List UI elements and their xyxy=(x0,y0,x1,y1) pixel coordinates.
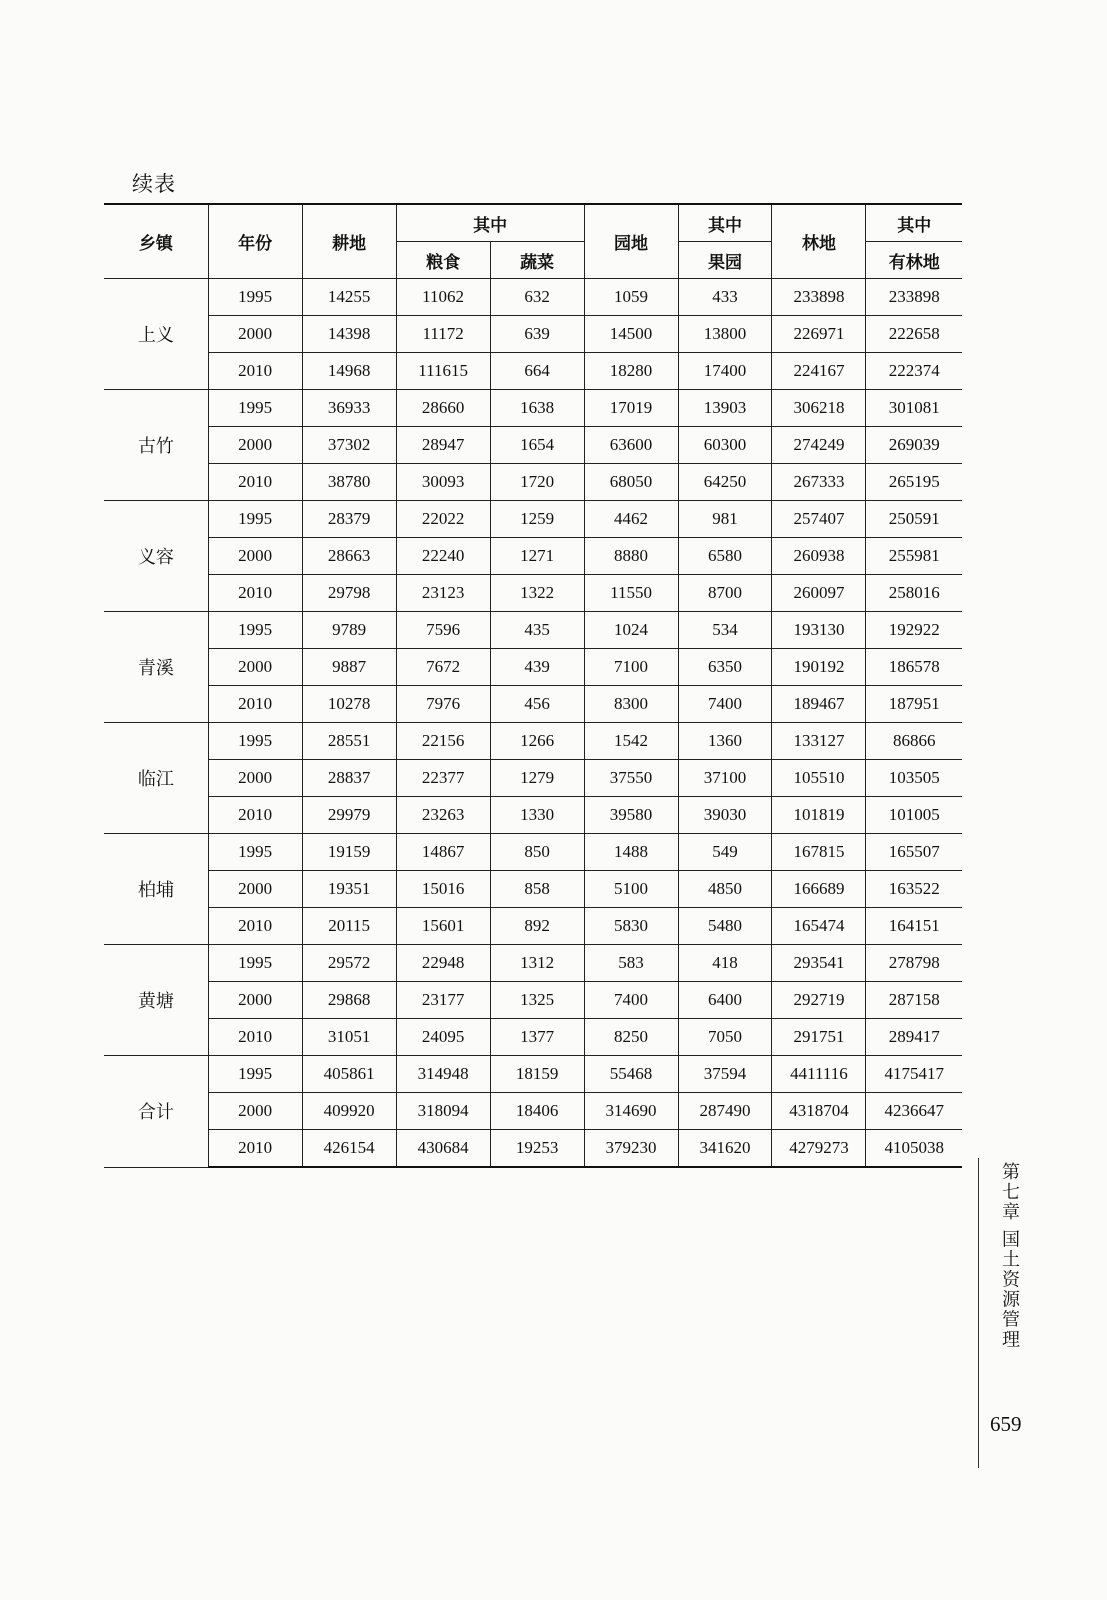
value-cell: 5100 xyxy=(584,871,678,908)
year-cell: 2000 xyxy=(208,649,302,686)
value-cell: 1330 xyxy=(490,797,584,834)
value-cell: 291751 xyxy=(772,1019,866,1056)
year-cell: 1995 xyxy=(208,612,302,649)
value-cell: 379230 xyxy=(584,1130,678,1168)
value-cell: 18280 xyxy=(584,353,678,390)
value-cell: 1720 xyxy=(490,464,584,501)
value-cell: 1638 xyxy=(490,390,584,427)
value-cell: 164151 xyxy=(866,908,962,945)
value-cell: 260097 xyxy=(772,575,866,612)
value-cell: 4175417 xyxy=(866,1056,962,1093)
value-cell: 14968 xyxy=(302,353,396,390)
value-cell: 37302 xyxy=(302,427,396,464)
value-cell: 19351 xyxy=(302,871,396,908)
value-cell: 1279 xyxy=(490,760,584,797)
value-cell: 6350 xyxy=(678,649,772,686)
year-cell: 2000 xyxy=(208,760,302,797)
value-cell: 22948 xyxy=(396,945,490,982)
value-cell: 103505 xyxy=(866,760,962,797)
value-cell: 292719 xyxy=(772,982,866,1019)
year-cell: 2010 xyxy=(208,686,302,723)
table-row xyxy=(104,797,962,834)
town-cell: 合计 xyxy=(104,1056,208,1168)
value-cell: 14398 xyxy=(302,316,396,353)
town-cell: 青溪 xyxy=(104,612,208,723)
value-cell: 14255 xyxy=(302,279,396,316)
header-arable-sub-group: 其中 xyxy=(396,204,584,242)
value-cell: 31051 xyxy=(302,1019,396,1056)
table-row xyxy=(104,1019,962,1056)
value-cell: 9789 xyxy=(302,612,396,649)
value-cell: 1024 xyxy=(584,612,678,649)
table-row xyxy=(104,538,962,575)
value-cell: 418 xyxy=(678,945,772,982)
value-cell: 1312 xyxy=(490,945,584,982)
value-cell: 101005 xyxy=(866,797,962,834)
year-cell: 1995 xyxy=(208,1056,302,1093)
value-cell: 4236647 xyxy=(866,1093,962,1130)
header-forest: 林地 xyxy=(772,204,866,279)
value-cell: 165507 xyxy=(866,834,962,871)
year-cell: 2010 xyxy=(208,575,302,612)
value-cell: 64250 xyxy=(678,464,772,501)
value-cell: 1377 xyxy=(490,1019,584,1056)
value-cell: 11172 xyxy=(396,316,490,353)
year-cell: 2000 xyxy=(208,1093,302,1130)
value-cell: 22240 xyxy=(396,538,490,575)
header-year: 年份 xyxy=(208,204,302,279)
value-cell: 55468 xyxy=(584,1056,678,1093)
value-cell: 187951 xyxy=(866,686,962,723)
value-cell: 189467 xyxy=(772,686,866,723)
value-cell: 439 xyxy=(490,649,584,686)
table-row xyxy=(104,1130,962,1168)
value-cell: 260938 xyxy=(772,538,866,575)
value-cell: 28837 xyxy=(302,760,396,797)
value-cell: 4462 xyxy=(584,501,678,538)
value-cell: 186578 xyxy=(866,649,962,686)
value-cell: 222374 xyxy=(866,353,962,390)
value-cell: 858 xyxy=(490,871,584,908)
header-wooded: 有林地 xyxy=(866,242,962,279)
value-cell: 28379 xyxy=(302,501,396,538)
year-cell: 2000 xyxy=(208,982,302,1019)
value-cell: 7976 xyxy=(396,686,490,723)
chapter-label: 第七章 国土资源管理 xyxy=(999,1162,1020,1350)
table-row xyxy=(104,353,962,390)
value-cell: 7596 xyxy=(396,612,490,649)
value-cell: 435 xyxy=(490,612,584,649)
value-cell: 4411116 xyxy=(772,1056,866,1093)
value-cell: 8700 xyxy=(678,575,772,612)
value-cell: 11550 xyxy=(584,575,678,612)
value-cell: 4279273 xyxy=(772,1130,866,1168)
value-cell: 37550 xyxy=(584,760,678,797)
value-cell: 255981 xyxy=(866,538,962,575)
value-cell: 639 xyxy=(490,316,584,353)
value-cell: 23177 xyxy=(396,982,490,1019)
header-garden: 园地 xyxy=(584,204,678,279)
value-cell: 10278 xyxy=(302,686,396,723)
value-cell: 1266 xyxy=(490,723,584,760)
value-cell: 293541 xyxy=(772,945,866,982)
value-cell: 278798 xyxy=(866,945,962,982)
value-cell: 37594 xyxy=(678,1056,772,1093)
value-cell: 29979 xyxy=(302,797,396,834)
value-cell: 166689 xyxy=(772,871,866,908)
value-cell: 17400 xyxy=(678,353,772,390)
value-cell: 274249 xyxy=(772,427,866,464)
value-cell: 63600 xyxy=(584,427,678,464)
page-number: 659 xyxy=(990,1412,1022,1436)
table-row xyxy=(104,760,962,797)
value-cell: 226971 xyxy=(772,316,866,353)
value-cell: 426154 xyxy=(302,1130,396,1168)
header-orchard: 果园 xyxy=(678,242,772,279)
value-cell: 22377 xyxy=(396,760,490,797)
value-cell: 318094 xyxy=(396,1093,490,1130)
value-cell: 18159 xyxy=(490,1056,584,1093)
value-cell: 15601 xyxy=(396,908,490,945)
value-cell: 28660 xyxy=(396,390,490,427)
town-cell: 临江 xyxy=(104,723,208,834)
value-cell: 37100 xyxy=(678,760,772,797)
value-cell: 306218 xyxy=(772,390,866,427)
value-cell: 534 xyxy=(678,612,772,649)
value-cell: 22022 xyxy=(396,501,490,538)
value-cell: 29798 xyxy=(302,575,396,612)
value-cell: 258016 xyxy=(866,575,962,612)
value-cell: 7400 xyxy=(678,686,772,723)
value-cell: 549 xyxy=(678,834,772,871)
value-cell: 133127 xyxy=(772,723,866,760)
value-cell: 433 xyxy=(678,279,772,316)
value-cell: 86866 xyxy=(866,723,962,760)
value-cell: 409920 xyxy=(302,1093,396,1130)
header-row-top xyxy=(104,204,962,242)
value-cell: 289417 xyxy=(866,1019,962,1056)
value-cell: 7400 xyxy=(584,982,678,1019)
table-row xyxy=(104,686,962,723)
value-cell: 233898 xyxy=(866,279,962,316)
value-cell: 30093 xyxy=(396,464,490,501)
year-cell: 1995 xyxy=(208,945,302,982)
year-cell: 1995 xyxy=(208,390,302,427)
land-use-table xyxy=(104,203,962,1168)
value-cell: 23263 xyxy=(396,797,490,834)
year-cell: 2010 xyxy=(208,908,302,945)
value-cell: 28663 xyxy=(302,538,396,575)
year-cell: 2010 xyxy=(208,1019,302,1056)
table-row xyxy=(104,427,962,464)
header-garden-sub-group: 其中 xyxy=(678,204,772,242)
table-row xyxy=(104,1056,962,1093)
value-cell: 24095 xyxy=(396,1019,490,1056)
value-cell: 224167 xyxy=(772,353,866,390)
year-cell: 1995 xyxy=(208,834,302,871)
table-row xyxy=(104,575,962,612)
value-cell: 14500 xyxy=(584,316,678,353)
value-cell: 29868 xyxy=(302,982,396,1019)
value-cell: 60300 xyxy=(678,427,772,464)
value-cell: 301081 xyxy=(866,390,962,427)
value-cell: 1325 xyxy=(490,982,584,1019)
value-cell: 233898 xyxy=(772,279,866,316)
town-cell: 上义 xyxy=(104,279,208,390)
table-row xyxy=(104,1093,962,1130)
value-cell: 167815 xyxy=(772,834,866,871)
value-cell: 18406 xyxy=(490,1093,584,1130)
value-cell: 1271 xyxy=(490,538,584,575)
value-cell: 1322 xyxy=(490,575,584,612)
value-cell: 405861 xyxy=(302,1056,396,1093)
value-cell: 39030 xyxy=(678,797,772,834)
value-cell: 632 xyxy=(490,279,584,316)
value-cell: 17019 xyxy=(584,390,678,427)
value-cell: 287158 xyxy=(866,982,962,1019)
value-cell: 23123 xyxy=(396,575,490,612)
value-cell: 68050 xyxy=(584,464,678,501)
town-cell: 古竹 xyxy=(104,390,208,501)
value-cell: 11062 xyxy=(396,279,490,316)
value-cell: 5830 xyxy=(584,908,678,945)
value-cell: 29572 xyxy=(302,945,396,982)
year-cell: 2010 xyxy=(208,464,302,501)
value-cell: 38780 xyxy=(302,464,396,501)
value-cell: 39580 xyxy=(584,797,678,834)
value-cell: 7050 xyxy=(678,1019,772,1056)
year-cell: 2010 xyxy=(208,1130,302,1168)
value-cell: 1059 xyxy=(584,279,678,316)
value-cell: 13800 xyxy=(678,316,772,353)
value-cell: 1542 xyxy=(584,723,678,760)
value-cell: 981 xyxy=(678,501,772,538)
value-cell: 20115 xyxy=(302,908,396,945)
value-cell: 257407 xyxy=(772,501,866,538)
value-cell: 14867 xyxy=(396,834,490,871)
value-cell: 19253 xyxy=(490,1130,584,1168)
value-cell: 22156 xyxy=(396,723,490,760)
table-row xyxy=(104,723,962,760)
table-row xyxy=(104,834,962,871)
value-cell: 101819 xyxy=(772,797,866,834)
table-body xyxy=(104,279,962,1168)
value-cell: 314690 xyxy=(584,1093,678,1130)
value-cell: 163522 xyxy=(866,871,962,908)
header-grain: 粮食 xyxy=(396,242,490,279)
table-row xyxy=(104,945,962,982)
value-cell: 456 xyxy=(490,686,584,723)
header-vegetable: 蔬菜 xyxy=(490,242,584,279)
value-cell: 165474 xyxy=(772,908,866,945)
value-cell: 222658 xyxy=(866,316,962,353)
value-cell: 1259 xyxy=(490,501,584,538)
year-cell: 1995 xyxy=(208,279,302,316)
year-cell: 2000 xyxy=(208,316,302,353)
value-cell: 583 xyxy=(584,945,678,982)
table-row xyxy=(104,649,962,686)
value-cell: 111615 xyxy=(396,353,490,390)
value-cell: 7100 xyxy=(584,649,678,686)
value-cell: 8300 xyxy=(584,686,678,723)
value-cell: 193130 xyxy=(772,612,866,649)
year-cell: 2010 xyxy=(208,353,302,390)
value-cell: 9887 xyxy=(302,649,396,686)
value-cell: 4318704 xyxy=(772,1093,866,1130)
value-cell: 4105038 xyxy=(866,1130,962,1168)
table-row xyxy=(104,464,962,501)
table-row xyxy=(104,316,962,353)
table-row xyxy=(104,501,962,538)
table-caption: 续表 xyxy=(132,172,176,196)
value-cell: 250591 xyxy=(866,501,962,538)
value-cell: 1488 xyxy=(584,834,678,871)
value-cell: 15016 xyxy=(396,871,490,908)
value-cell: 267333 xyxy=(772,464,866,501)
year-cell: 1995 xyxy=(208,723,302,760)
value-cell: 8880 xyxy=(584,538,678,575)
table-row xyxy=(104,279,962,316)
year-cell: 2000 xyxy=(208,871,302,908)
value-cell: 430684 xyxy=(396,1130,490,1168)
value-cell: 850 xyxy=(490,834,584,871)
value-cell: 265195 xyxy=(866,464,962,501)
value-cell: 6580 xyxy=(678,538,772,575)
year-cell: 2000 xyxy=(208,538,302,575)
year-cell: 1995 xyxy=(208,501,302,538)
table-row xyxy=(104,908,962,945)
value-cell: 6400 xyxy=(678,982,772,1019)
table-row xyxy=(104,871,962,908)
value-cell: 192922 xyxy=(866,612,962,649)
town-cell: 黄塘 xyxy=(104,945,208,1056)
value-cell: 28947 xyxy=(396,427,490,464)
town-cell: 义容 xyxy=(104,501,208,612)
side-divider xyxy=(978,1158,979,1468)
value-cell: 13903 xyxy=(678,390,772,427)
value-cell: 314948 xyxy=(396,1056,490,1093)
table-row xyxy=(104,982,962,1019)
header-forest-sub-group: 其中 xyxy=(866,204,962,242)
value-cell: 28551 xyxy=(302,723,396,760)
value-cell: 5480 xyxy=(678,908,772,945)
year-cell: 2010 xyxy=(208,797,302,834)
value-cell: 1360 xyxy=(678,723,772,760)
town-cell: 柏埔 xyxy=(104,834,208,945)
value-cell: 105510 xyxy=(772,760,866,797)
header-town: 乡镇 xyxy=(104,204,208,279)
value-cell: 190192 xyxy=(772,649,866,686)
value-cell: 7672 xyxy=(396,649,490,686)
year-cell: 2000 xyxy=(208,427,302,464)
value-cell: 664 xyxy=(490,353,584,390)
value-cell: 36933 xyxy=(302,390,396,427)
header-arable: 耕地 xyxy=(302,204,396,279)
value-cell: 892 xyxy=(490,908,584,945)
table-row xyxy=(104,390,962,427)
value-cell: 1654 xyxy=(490,427,584,464)
value-cell: 4850 xyxy=(678,871,772,908)
value-cell: 341620 xyxy=(678,1130,772,1168)
value-cell: 287490 xyxy=(678,1093,772,1130)
value-cell: 19159 xyxy=(302,834,396,871)
table-row xyxy=(104,612,962,649)
value-cell: 8250 xyxy=(584,1019,678,1056)
value-cell: 269039 xyxy=(866,427,962,464)
